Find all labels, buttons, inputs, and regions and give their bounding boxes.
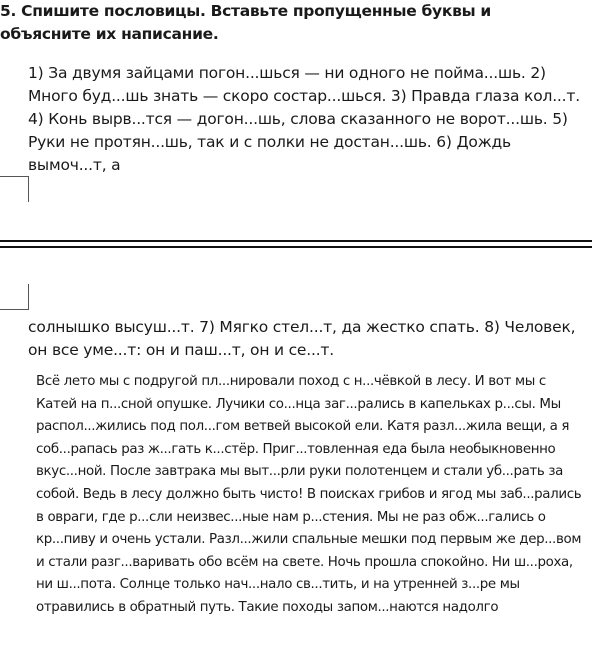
proverbs-part-2: солнышко высуш...т. 7) Мягко стел...т, да жестко спать. 8) Человек, он все уме...т: он и паш...т, он и се...т. bbox=[28, 318, 576, 359]
task-heading: 5. Спишите пословицы. Вставьте пропущенные буквы и объясните их написание. bbox=[0, 2, 491, 43]
page-corner-mark bbox=[0, 176, 28, 177]
page-separator bbox=[0, 240, 592, 242]
proverbs-part-1: 1) За двумя зайцами погон...шься — ни одного не пойма...шь. 2) Много буд...шь знать — скоро состар...шься. 3) Правда глаза кол...т. 4) Конь вырв...тся — догон...шь, слова сказанного не ворот...шь. 5) Руки не протян...шь, так и с полки не достан...шь. 6) Дождь вымоч...т, а bbox=[28, 64, 580, 174]
page-separator bbox=[0, 246, 592, 248]
story-text: Всё лето мы с подругой пл...нировали поход с н...чёвкой в лесу. И вот мы с Катей на п...сной опушке. Лучики со...нца заг...рались в капельках р...сы. Мы распол...жились под пол...гом ветвей высокой ели. Катя разл...жила вещи, а я соб...рапась раз ж...гать к...стёр. Приг...товленная еда была необыкновенно вкус...ной. После завтрака мы выт...рли руки полотенцем и стали уб...рать за собой. Ведь в лесу должно быть чисто! В поисках грибов и ягод мы заб...рались в овраги, где р...сли неизвес...ные нам р...стения. Мы не раз обж...гались о кр...пиву и очень устали. Разл...жили спальные мешки под первым же дер...вом и стали разг...варивать обо всём на свете. Ночь прошла спокойно. Ни ш...роха, ни ш...пота. Солнце только нач...нало св...тить, и на утренней з...ре мы отравились в обратный путь. Такие походы запом...наются надолго bbox=[36, 374, 582, 615]
page-corner-mark bbox=[0, 309, 28, 310]
page-corner-mark bbox=[28, 176, 29, 202]
page-corner-mark bbox=[28, 284, 29, 310]
